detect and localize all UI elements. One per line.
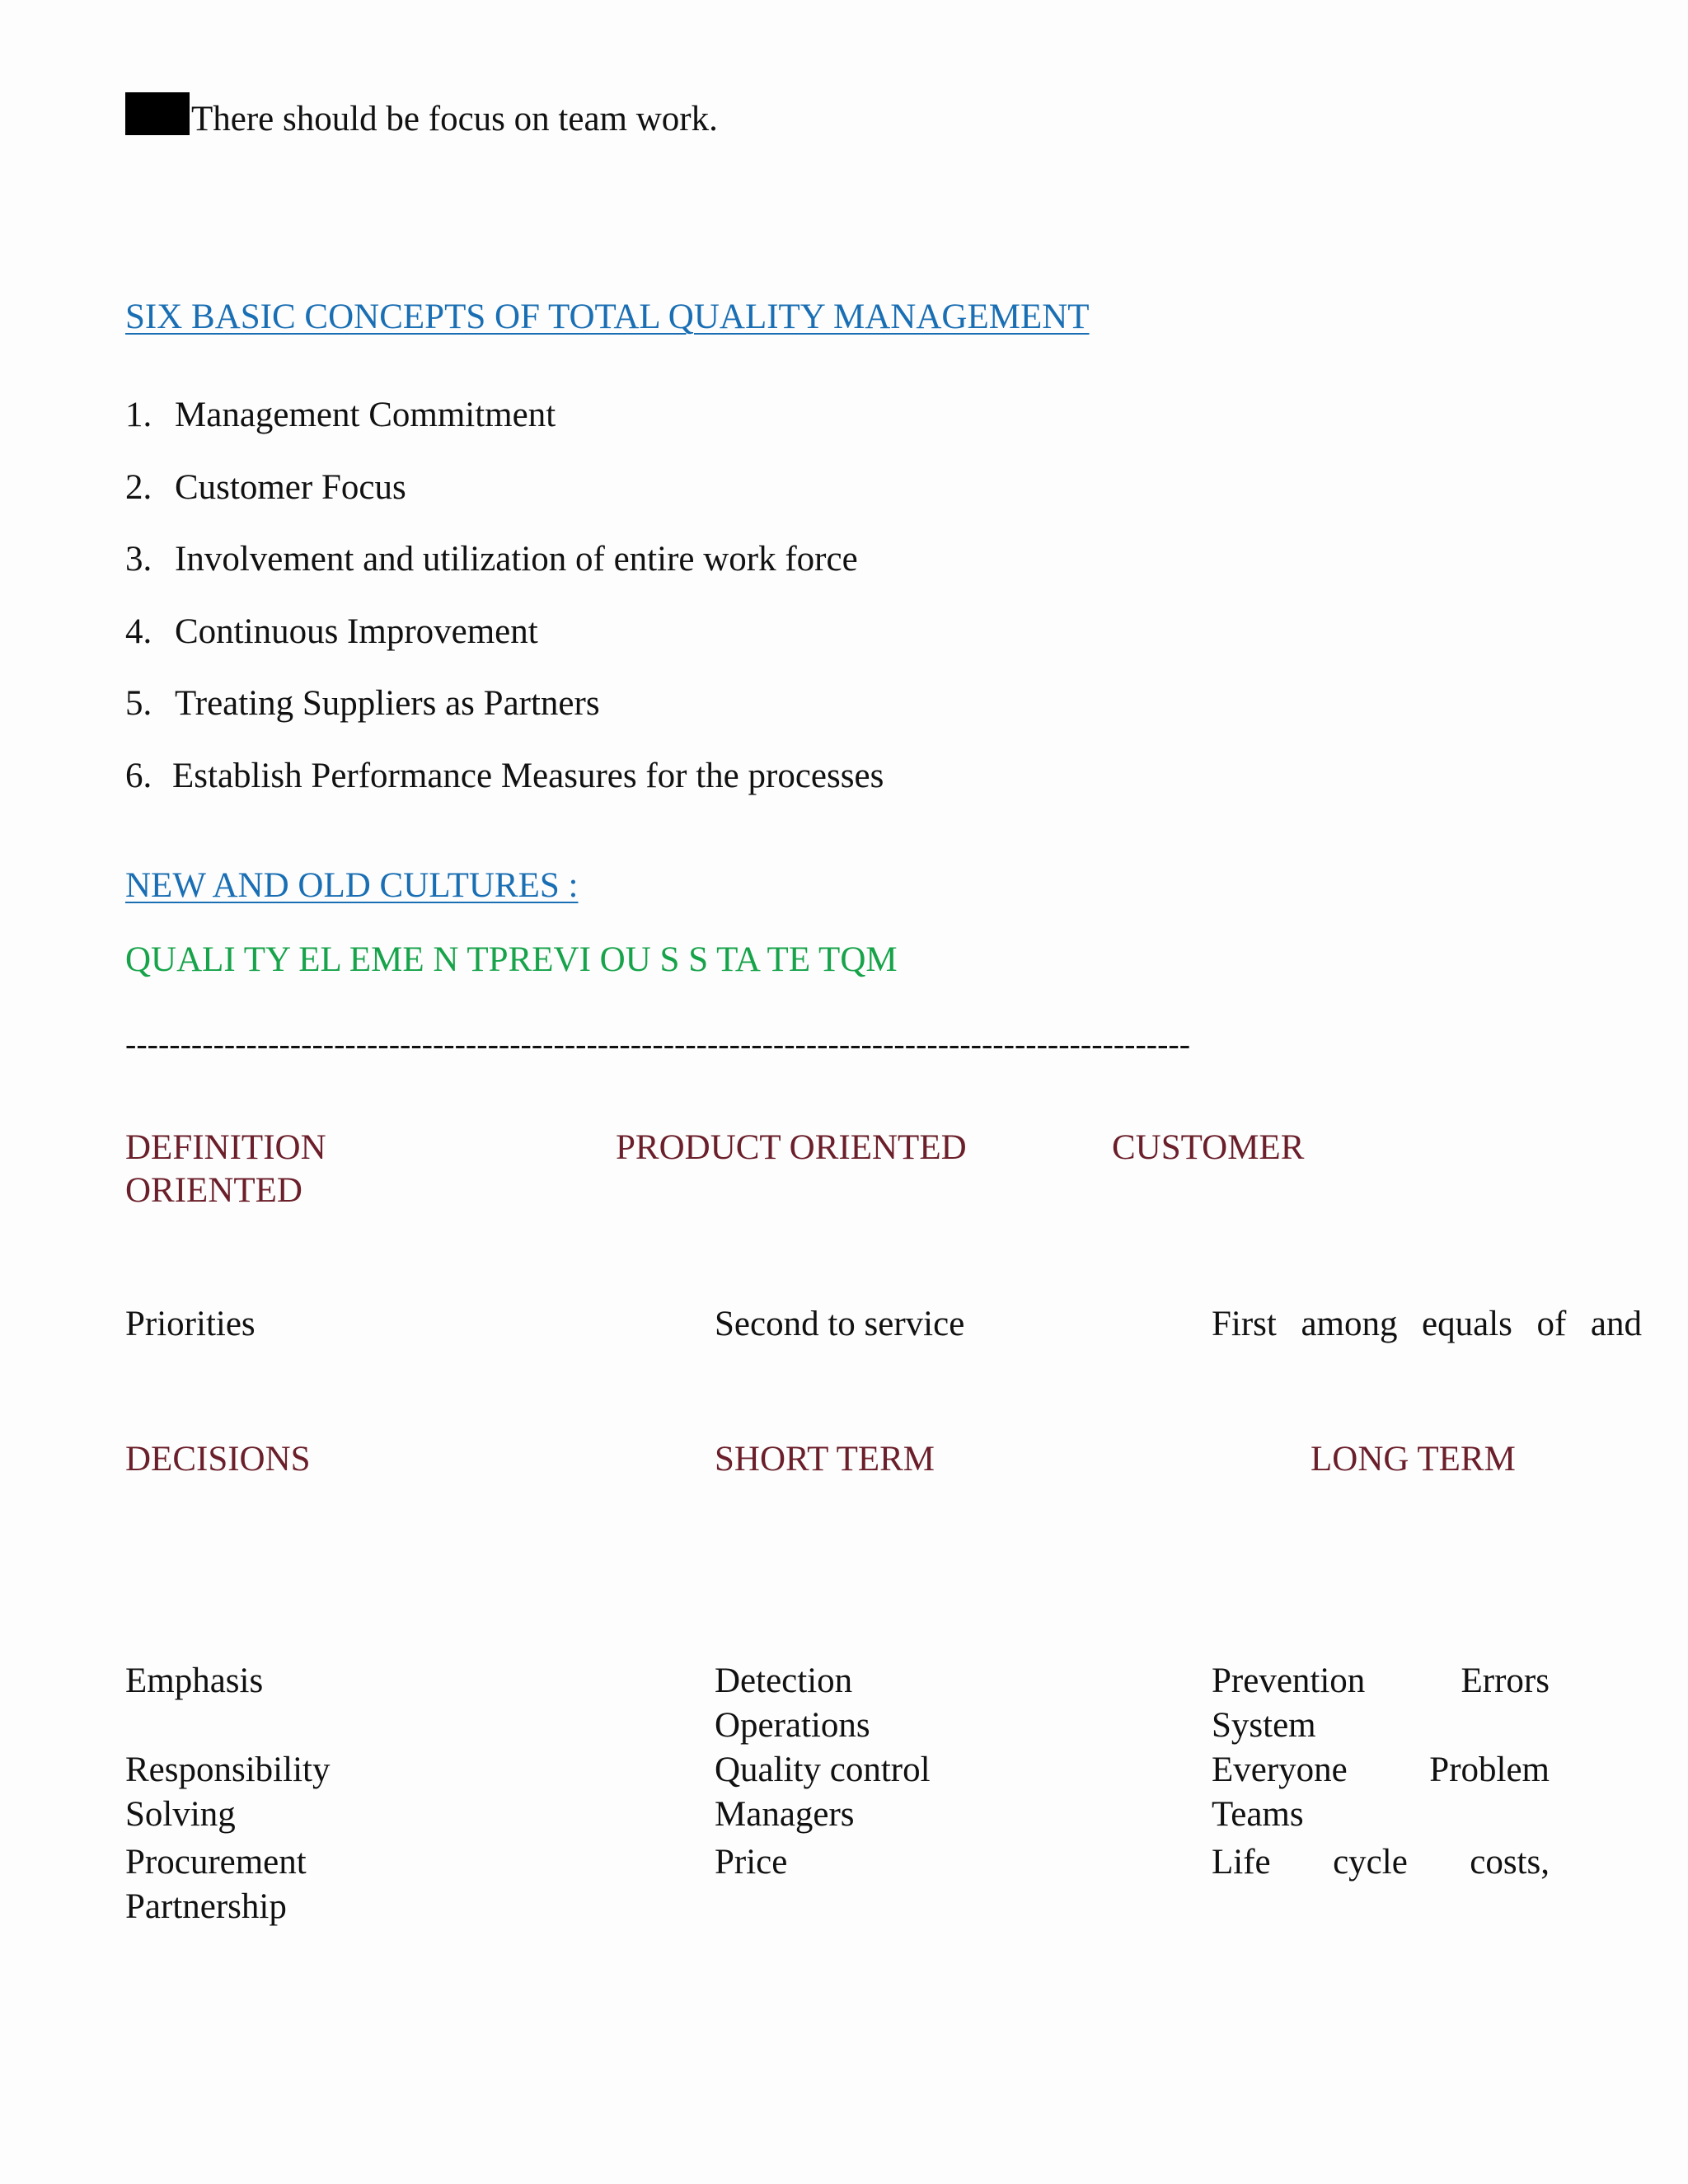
priorities-new (1212, 1302, 1642, 1347)
partnership-label: Partnership (125, 1887, 287, 1926)
word: and (1590, 1305, 1642, 1343)
decisions-label: DECISIONS (125, 1440, 311, 1479)
product-oriented-label: PRODUCT ORIENTED (616, 1128, 967, 1167)
word: Everyone (1212, 1750, 1348, 1789)
concepts-list (125, 391, 884, 823)
word: Life (1212, 1843, 1271, 1882)
list-text: Customer Focus (175, 467, 406, 507)
list-number: 2. (125, 467, 152, 507)
list-text: Management Commitment (175, 396, 556, 434)
redacted-bullet-box (125, 92, 190, 135)
emphasis-old-line2: Operations (715, 1706, 870, 1745)
customer-label: CUSTOMER (1112, 1128, 1305, 1167)
cultures-subheading: QUALI TY EL EME N TPREVI OU S S TA TE TQM (125, 940, 898, 979)
short-term-label: SHORT TERM (715, 1440, 935, 1479)
list-item (125, 752, 884, 824)
list-item (125, 679, 884, 752)
emphasis-new-line2: System (1212, 1706, 1316, 1745)
word: Problem (1429, 1750, 1550, 1789)
responsibility-old-line2: Managers (715, 1795, 855, 1834)
procurement-new (1212, 1840, 1550, 1885)
list-number: 5. (125, 684, 152, 723)
word: among (1301, 1305, 1398, 1343)
list-text: Treating Suppliers as Partners (175, 684, 600, 723)
intro-text: There should be focus on team work. (191, 100, 718, 138)
solving-label: Solving (125, 1795, 236, 1834)
list-text: Continuous Improvement (175, 612, 538, 651)
word: Errors (1461, 1661, 1550, 1700)
divider-line: ------------------------------------------------------------------------------------------------- (125, 1025, 1191, 1062)
list-item (125, 607, 884, 680)
list-number: 6. (125, 756, 152, 795)
word: cycle (1333, 1843, 1408, 1882)
word: First (1212, 1305, 1277, 1343)
list-number: 4. (125, 612, 152, 651)
responsibility-old-line1: Quality control (715, 1750, 931, 1789)
priorities-old: Second to service (715, 1305, 965, 1343)
list-text: Establish Performance Measures for the processes (172, 756, 884, 795)
concepts-heading[interactable]: SIX BASIC CONCEPTS OF TOTAL QUALITY MANAGEMENT (125, 298, 1090, 336)
list-number: 3. (125, 540, 152, 579)
long-term-label: LONG TERM (1311, 1440, 1516, 1479)
cultures-heading[interactable]: NEW AND OLD CULTURES : (125, 866, 579, 905)
list-number: 1. (125, 396, 152, 434)
definition-label: DEFINITION (125, 1128, 326, 1167)
word: of (1536, 1305, 1567, 1343)
word: equals (1422, 1305, 1512, 1343)
word: Prevention (1212, 1661, 1366, 1700)
responsibility-new-line2: Teams (1212, 1795, 1304, 1834)
responsibility-label: Responsibility (125, 1750, 331, 1789)
emphasis-label: Emphasis (125, 1661, 264, 1700)
list-item (125, 391, 884, 463)
oriented-label: ORIENTED (125, 1171, 302, 1210)
list-item (125, 535, 884, 607)
priorities-label: Priorities (125, 1305, 256, 1343)
procurement-old: Price (715, 1843, 788, 1882)
procurement-label: Procurement (125, 1843, 307, 1882)
list-item (125, 463, 884, 536)
emphasis-old-line1: Detection (715, 1661, 853, 1700)
list-text: Involvement and utilization of entire work force (175, 540, 858, 579)
responsibility-new-line1 (1212, 1748, 1550, 1793)
emphasis-new-line1 (1212, 1659, 1550, 1704)
word: costs, (1470, 1843, 1550, 1882)
